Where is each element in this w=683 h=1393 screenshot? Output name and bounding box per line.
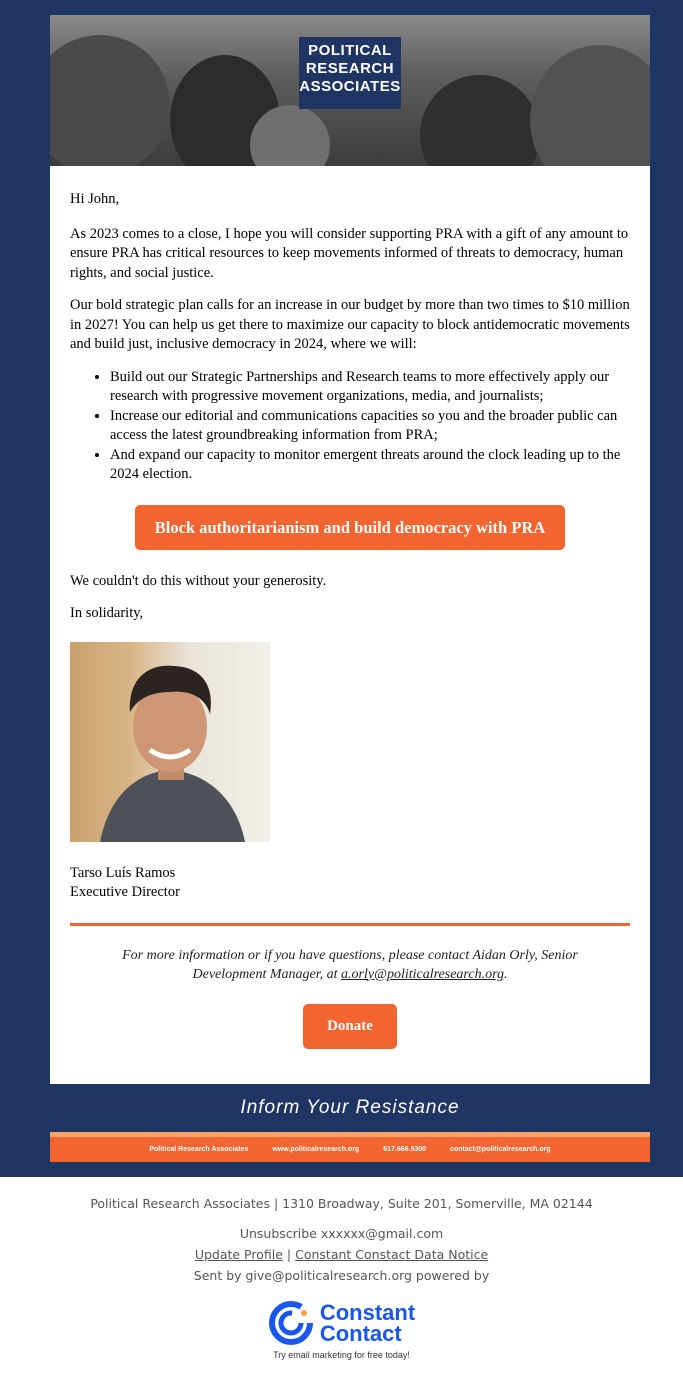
data-notice-link[interactable]: Constant Constact Data Notice (295, 1247, 489, 1262)
email-card (50, 15, 650, 1162)
sent-by: Sent by give@politicalresearch.org powered by (193, 1268, 490, 1283)
divider (70, 923, 630, 926)
address: Political Research Associates | 1310 Broadway, Suite 201, Somerville, MA 02144 (90, 1196, 593, 1211)
constant-contact-line2: Contact (319, 1321, 402, 1346)
donate-button[interactable]: Donate (303, 1004, 397, 1049)
list-item: • Increase our editorial and communications capacities so you and the broader public can access the latest groundbreaking information from PRA; (110, 407, 630, 446)
tagline: Inform Your Resistance (50, 1084, 650, 1132)
logo-line-3: ASSOCIATES (299, 78, 401, 95)
portrait-illustration (70, 642, 270, 842)
constant-contact-logo[interactable] (0, 1300, 683, 1346)
director-photo (70, 642, 270, 842)
footer-org: Political Research Associates (149, 1146, 249, 1153)
goals-list (70, 368, 630, 485)
link-separator: | (286, 1247, 292, 1262)
logo-line-1: POLITICAL (308, 42, 392, 59)
paragraph-intro: As 2023 comes to a close, I hope you will consider supporting PRA with a gift of any amount to ensure PRA has critical resources to keep movements informed of threats to democracy, human rights, and social justice. (70, 225, 629, 281)
signature-title: Executive Director (70, 884, 180, 900)
hero-banner (50, 15, 650, 166)
contact-email-link[interactable]: a.orly@politicalresearch.org (341, 966, 504, 982)
logo-line-2: RESEARCH (305, 60, 395, 77)
signature-name: Tarso Luís Ramos (70, 864, 176, 881)
footer-website[interactable]: www.politicalresearch.org (272, 1146, 360, 1153)
unsubscribe-link[interactable]: Unsubscribe xxxxxx@gmail.com (239, 1226, 444, 1241)
constant-contact-line1: Constant (319, 1300, 416, 1325)
paragraph-plan: Our bold strategic plan calls for an increase in our budget by more than two times to $10 million in 2027! You can help us get there to maximize our capacity to block antidemocratic movements and build just, inclusive democracy in 2024, where we will: (70, 297, 630, 352)
greeting: Hi John, (70, 191, 120, 207)
constant-contact-icon (268, 1300, 314, 1346)
list-item: • And expand our capacity to monitor emergent threats around the clock leading up to the 2024 election. (110, 446, 630, 485)
contact-note (70, 946, 630, 984)
constant-contact-tagline[interactable]: Try email marketing for free today! (273, 1350, 410, 1360)
list-item: • Build out our Strategic Partnerships and Research teams to more effectively apply our research with progressive movement organizations, media, and journalists; (110, 368, 630, 407)
contact-text: For more information or if you have questions, please contact Aidan Orly, Senior Development Manager, at (122, 947, 578, 982)
email-footer (0, 1196, 683, 1360)
footer-phone: 617.666.5300 (383, 1146, 427, 1153)
signature-block (70, 864, 630, 903)
footer-info-bar (50, 1137, 650, 1162)
update-profile-link[interactable]: Update Profile (194, 1247, 283, 1262)
closing-line: We couldn't do this without your generosity. (70, 572, 327, 589)
footer-banner (50, 1084, 650, 1162)
cta-button[interactable]: Block authoritarianism and build democracy with PRA (135, 505, 566, 550)
contact-end: . (504, 966, 508, 982)
letter-body (50, 166, 650, 1049)
footer-email[interactable]: contact@politicalresearch.org (450, 1146, 551, 1153)
sign-off: In solidarity, (70, 605, 144, 621)
pra-logo[interactable] (299, 37, 401, 109)
